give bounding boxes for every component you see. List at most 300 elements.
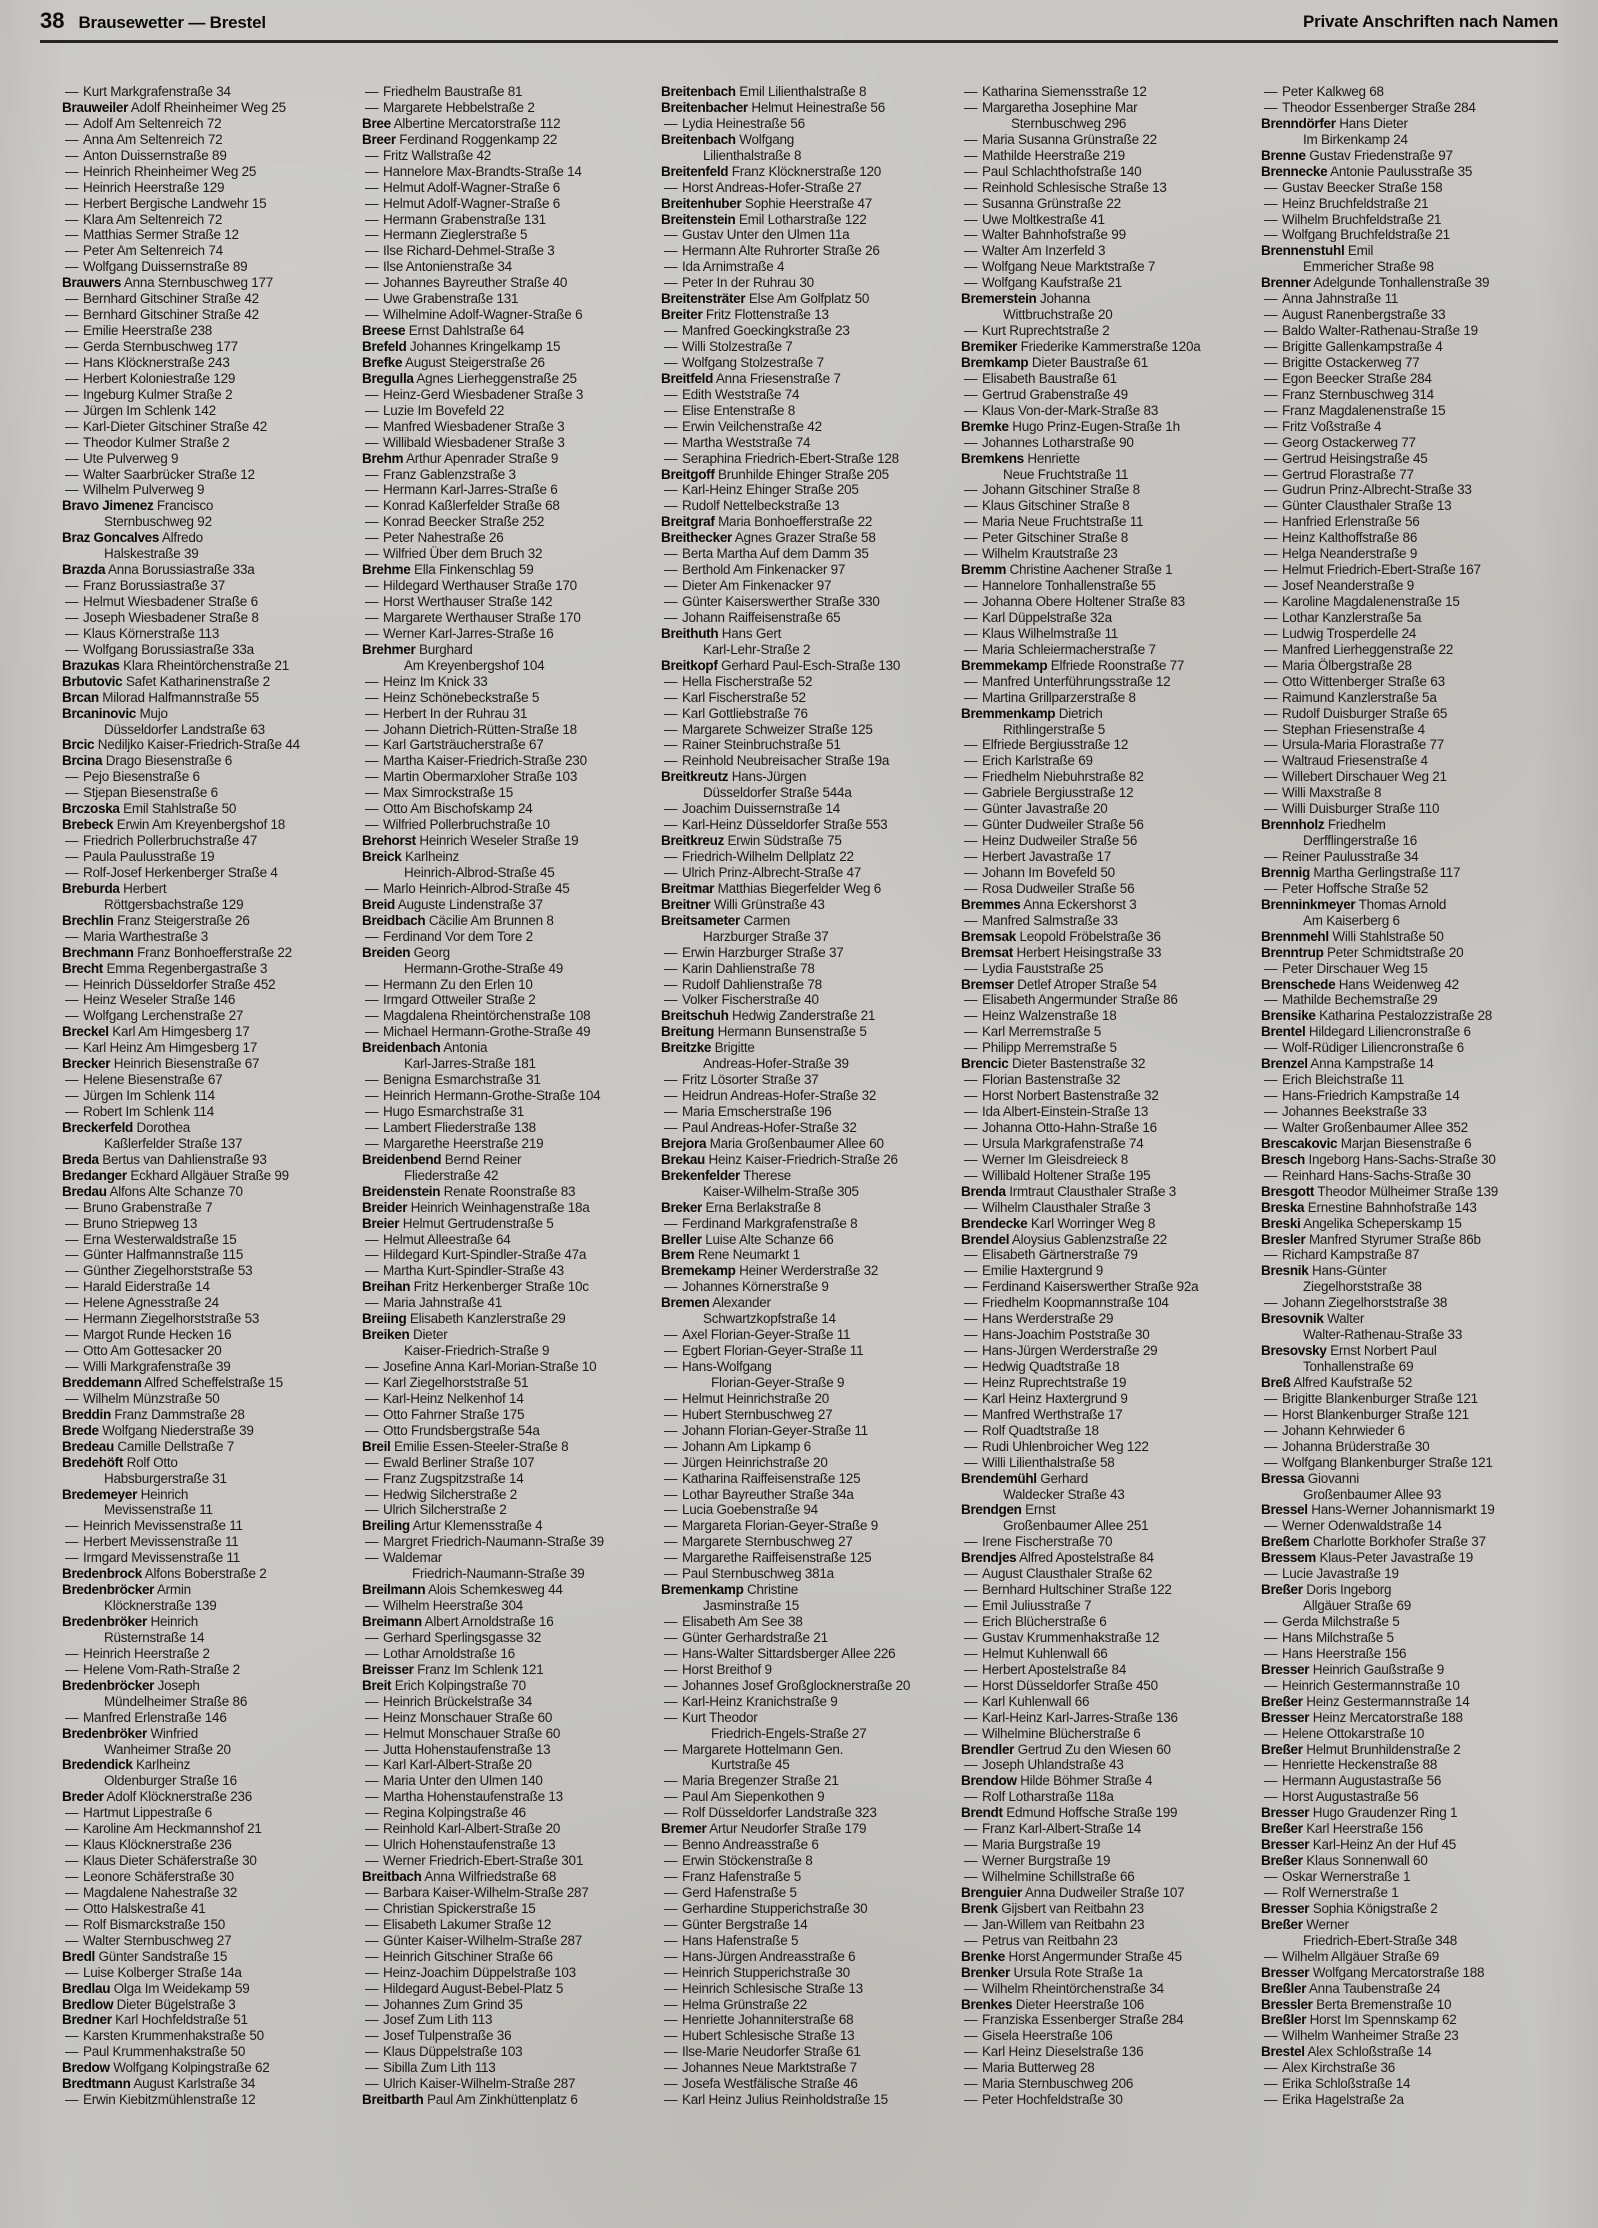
directory-continuation-entry: — Heinrich Brückelstraße 34 <box>365 1693 533 1709</box>
ditto-dash: — <box>664 864 678 880</box>
directory-entry: Brentel Hildegard Liliencronstraße 6 <box>1261 1024 1471 1040</box>
ditto-dash: — <box>365 578 379 594</box>
directory-entry: Brescakovic Marjan Biesenstraße 6 <box>1261 1135 1472 1151</box>
surname: Breimann <box>362 1614 422 1629</box>
directory-entry: Bresser Sophia Königstraße 2 <box>1261 1900 1438 1916</box>
page-number: 38 <box>40 8 65 33</box>
directory-entry: Breddemann Alfred Scheffelstraße 15 <box>62 1374 283 1390</box>
ditto-dash: — <box>1264 1614 1278 1629</box>
directory-continuation-entry: — Gertrud Heisingstraße 45 <box>1264 450 1428 466</box>
directory-continuation-entry: — Franz Karl-Albert-Straße 14 <box>964 1821 1142 1837</box>
surname: Breiling <box>362 1518 410 1534</box>
ditto-dash: — <box>964 1629 978 1645</box>
ditto-dash: — <box>1264 466 1278 482</box>
directory-entry: Breitenhuber Sophie Heerstraße 47 <box>661 195 872 211</box>
directory-continuation-entry: — Margareta Florian-Geyer-Straße 9 <box>664 1518 879 1534</box>
directory-continuation-entry: — Luise Kolberger Straße 14a <box>65 1964 242 1980</box>
directory-continuation-entry: — Wilhelmine Adolf-Wagner-Straße 6 <box>365 307 583 323</box>
directory-continuation-entry: — Peter In der Ruhrau 30 <box>664 275 814 291</box>
ditto-dash: — <box>964 753 978 769</box>
ditto-dash: — <box>664 339 678 354</box>
directory-wrap-line: Im Birkenkamp 24 <box>1303 131 1408 147</box>
directory-continuation-entry: — Manfred Salmstraße 33 <box>964 912 1118 928</box>
ditto-dash: — <box>65 1645 79 1661</box>
directory-entry: Breer Ferdinand Roggenkamp 22 <box>362 131 558 147</box>
ditto-dash: — <box>365 1502 379 1518</box>
surname: Breßer <box>1261 1821 1303 1837</box>
directory-continuation-entry: — Hildegard August-Bebel-Platz 5 <box>365 1980 564 1996</box>
surname: Brenke <box>961 1948 1005 1964</box>
ditto-dash: — <box>1264 1295 1278 1311</box>
ditto-dash: — <box>664 2012 678 2028</box>
directory-entry: Brechlin Franz Steigerstraße 26 <box>62 912 250 928</box>
directory-continuation-entry: — Karl Gottliebstraße 76 <box>664 705 808 721</box>
directory-continuation-entry: — Lydia Heinestraße 56 <box>664 115 805 131</box>
ditto-dash: — <box>65 578 79 594</box>
ditto-dash: — <box>65 1088 79 1104</box>
directory-entry: Brenntrup Peter Schmidtstraße 20 <box>1261 944 1464 960</box>
directory-wrap-line: Walter-Rathenau-Straße 33 <box>1303 1327 1463 1343</box>
ditto-dash: — <box>964 1295 978 1311</box>
ditto-dash: — <box>964 1821 978 1837</box>
directory-entry: Breidbach Cäcilie Am Brunnen 8 <box>362 912 554 928</box>
ditto-dash: — <box>365 1773 379 1789</box>
directory-continuation-entry: — Dieter Am Finkenacker 97 <box>664 578 832 594</box>
ditto-dash: — <box>964 370 978 386</box>
directory-continuation-entry: — Wilhelm Clausthaler Straße 3 <box>964 1199 1151 1215</box>
directory-continuation-entry: — Peter Nahestraße 26 <box>365 530 504 546</box>
directory-continuation-entry: — Hermann Augustastraße 56 <box>1264 1773 1442 1789</box>
directory-continuation-entry: — Elisabeth Lakumer Straße 12 <box>365 1916 552 1932</box>
directory-continuation-entry: — Susanna Grünstraße 22 <box>964 195 1121 211</box>
ditto-dash: — <box>65 1821 79 1837</box>
directory-continuation-entry: — Karl Merremstraße 5 <box>964 1024 1102 1040</box>
directory-continuation-entry: — Karl Heinz Julius Reinholdstraße 15 <box>664 2092 888 2108</box>
directory-continuation-entry: — Ingeburg Kulmer Straße 2 <box>65 386 233 402</box>
surname: Bredenbröcker <box>62 1582 155 1598</box>
ditto-dash: — <box>1264 1104 1278 1119</box>
directory-continuation-entry: — Horst Norbert Bastenstraße 32 <box>964 1088 1159 1104</box>
directory-continuation-entry: — Elisabeth Gärtnerstraße 79 <box>964 1247 1138 1263</box>
ditto-dash: — <box>664 578 678 594</box>
ditto-dash: — <box>664 1677 678 1693</box>
directory-continuation-entry: — Herbert Mevissenstraße 11 <box>65 1534 239 1550</box>
surname: Breitenfeld <box>661 163 729 179</box>
directory-continuation-entry: — Bernhard Gitschiner Straße 42 <box>65 307 259 323</box>
directory-continuation-entry: — Johann Gitschiner Straße 8 <box>964 482 1140 498</box>
ditto-dash: — <box>664 1884 678 1900</box>
ditto-dash: — <box>664 1215 678 1231</box>
ditto-dash: — <box>664 1422 678 1438</box>
surname: Bremmekamp <box>961 657 1048 673</box>
directory-continuation-entry: — Heinz Schönebeckstraße 5 <box>365 689 540 705</box>
directory-continuation-entry: — Hans Klöcknerstraße 243 <box>65 354 230 370</box>
ditto-dash: — <box>1264 2028 1278 2044</box>
directory-continuation-entry: — Maria Burgstraße 19 <box>964 1837 1101 1853</box>
directory-continuation-entry: — Rosa Dudweiler Straße 56 <box>964 880 1135 896</box>
surname: Brescakovic <box>1261 1135 1338 1151</box>
surname: Breiter <box>661 307 703 323</box>
surname: Breder <box>62 1789 104 1805</box>
directory-continuation-entry: — Jutta Hohenstaufenstraße 13 <box>365 1741 551 1757</box>
directory-continuation-entry: — Johannes Zum Grind 35 <box>365 1996 523 2012</box>
directory-continuation-entry: — Helmut Adolf-Wagner-Straße 6 <box>365 179 561 195</box>
ditto-dash: — <box>964 769 978 785</box>
ditto-dash: — <box>65 1661 79 1677</box>
directory-continuation-entry: — Johannes Bayreuther Straße 40 <box>365 275 568 291</box>
ditto-dash: — <box>1264 530 1278 546</box>
directory-entry: Bredanger Eckhard Allgäuer Straße 99 <box>62 1167 289 1183</box>
ditto-dash: — <box>664 1343 678 1359</box>
ditto-dash: — <box>65 1215 79 1231</box>
page-header <box>40 8 1558 38</box>
ditto-dash: — <box>1264 1677 1278 1693</box>
directory-wrap-line: Halskestraße 39 <box>104 546 199 562</box>
ditto-dash: — <box>365 1645 379 1661</box>
ditto-dash: — <box>664 1900 678 1916</box>
directory-continuation-entry: — Karl Heinz Dieselstraße 136 <box>964 2044 1144 2060</box>
directory-continuation-entry: — Klaus Gitschiner Straße 8 <box>964 498 1130 514</box>
ditto-dash: — <box>664 609 678 625</box>
ditto-dash: — <box>365 785 379 801</box>
directory-continuation-entry: — Elisabeth Am See 38 <box>664 1614 803 1629</box>
surname: Breider <box>362 1199 408 1215</box>
directory-continuation-entry: — Stephan Friesenstraße 4 <box>1264 721 1425 737</box>
ditto-dash: — <box>964 1343 978 1359</box>
surname: Brendjes <box>961 1550 1017 1566</box>
ditto-dash: — <box>1264 1167 1278 1183</box>
directory-continuation-entry: — Waldemar <box>365 1550 443 1566</box>
directory-entry: Bressem Klaus-Peter Javastraße 19 <box>1261 1550 1474 1566</box>
ditto-dash: — <box>65 769 79 785</box>
ditto-dash: — <box>65 1279 79 1295</box>
directory-continuation-entry: — Hans-Joachim Poststraße 30 <box>964 1327 1150 1343</box>
directory-entry: Brennenstuhl Emil <box>1261 243 1374 259</box>
ditto-dash: — <box>365 689 379 705</box>
surname: Breckerfeld <box>62 1119 133 1135</box>
ditto-dash: — <box>664 1566 678 1582</box>
surname: Brendler <box>961 1741 1015 1757</box>
ditto-dash: — <box>1264 673 1278 689</box>
surname: Brenguier <box>961 1884 1023 1900</box>
directory-continuation-entry: — Karl Fischerstraße 52 <box>664 689 806 705</box>
ditto-dash: — <box>365 386 379 402</box>
directory-entry: Breßem Charlotte Borkhofer Straße 37 <box>1261 1534 1486 1550</box>
surname: Brehm <box>362 450 404 466</box>
directory-entry: Bremkens Henriette <box>961 450 1080 466</box>
ditto-dash: — <box>664 1614 678 1629</box>
directory-continuation-entry: — Reinhold Karl-Albert-Straße 20 <box>365 1821 561 1837</box>
directory-continuation-entry: — Otto Halskestraße 41 <box>65 1900 206 1916</box>
directory-continuation-entry: — Wilfried Über dem Bruch 32 <box>365 546 543 562</box>
ditto-dash: — <box>365 291 379 307</box>
ditto-dash: — <box>664 737 678 753</box>
directory-entry: Bresser Heinz Mercatorstraße 188 <box>1261 1709 1463 1725</box>
directory-continuation-entry: — Regina Kolpingstraße 46 <box>365 1805 526 1821</box>
ditto-dash: — <box>664 418 678 434</box>
ditto-dash: — <box>664 1359 678 1374</box>
ditto-dash: — <box>65 227 79 243</box>
directory-continuation-entry: — Helmut Adolf-Wagner-Straße 6 <box>365 195 561 211</box>
ditto-dash: — <box>664 944 678 960</box>
directory-wrap-line: Heinrich-Albrod-Straße 45 <box>404 864 555 880</box>
ditto-dash: — <box>365 817 379 833</box>
directory-continuation-entry: — Herbert In der Ruhrau 31 <box>365 705 528 721</box>
surname: Brekau <box>661 1151 705 1167</box>
directory-wrap-line: Schwartzkopfstraße 14 <box>703 1311 836 1327</box>
ditto-dash: — <box>964 689 978 705</box>
ditto-dash: — <box>964 1916 978 1932</box>
surname: Bremiker <box>961 339 1018 354</box>
directory-entry: Bresnik Hans-Günter <box>1261 1263 1387 1279</box>
surname: Bresch <box>1261 1151 1305 1167</box>
directory-continuation-entry: — Manfred Wiesbadener Straße 3 <box>365 418 565 434</box>
directory-continuation-entry: — Axel Florian-Geyer-Straße 11 <box>664 1327 851 1343</box>
surname: Brenninkmeyer <box>1261 896 1356 912</box>
directory-continuation-entry: — Jürgen Im Schlenk 142 <box>65 402 216 418</box>
surname: Breßler <box>1261 1980 1307 1996</box>
surname: Bressa <box>1261 1470 1305 1486</box>
directory-continuation-entry: — Klaus Von-der-Mark-Straße 83 <box>964 402 1159 418</box>
directory-entry: Bremerstein Johanna <box>961 291 1091 307</box>
directory-continuation-entry: — Johann Im Bovefeld 50 <box>964 864 1115 880</box>
ditto-dash: — <box>1264 1247 1278 1263</box>
surname: Bressel <box>1261 1502 1308 1518</box>
ditto-dash: — <box>65 1263 79 1279</box>
surname: Brennenstuhl <box>1261 243 1345 259</box>
directory-continuation-entry: — Hildegard Werthauser Straße 170 <box>365 578 577 594</box>
directory-continuation-entry: — Ute Pulverweg 9 <box>65 450 179 466</box>
directory-continuation-entry: — Gisela Heerstraße 106 <box>964 2028 1113 2044</box>
page-title: Private Anschriften nach Namen <box>1302 12 1558 31</box>
directory-continuation-entry: — Karl Heinz Am Himgesberg 17 <box>65 1040 258 1056</box>
directory-continuation-entry: — Egon Beecker Straße 284 <box>1264 370 1432 386</box>
ditto-dash: — <box>65 386 79 402</box>
directory-entry: Brenker Ursula Rote Straße 1a <box>961 1964 1143 1980</box>
ditto-dash: — <box>964 514 978 530</box>
surname: Bresnik <box>1261 1263 1309 1279</box>
ditto-dash: — <box>664 1486 678 1502</box>
directory-continuation-entry: — Reinhard Hans-Sachs-Straße 30 <box>1264 1167 1471 1183</box>
directory-entry: Breiing Elisabeth Kanzlerstraße 29 <box>362 1311 566 1327</box>
directory-continuation-entry: — Wolfgang Kaufstraße 21 <box>964 275 1122 291</box>
ditto-dash: — <box>365 1104 379 1119</box>
directory-continuation-entry: — Hermann Alte Ruhrorter Straße 26 <box>664 243 880 259</box>
directory-continuation-entry: — Johannes Beekstraße 33 <box>1264 1104 1427 1119</box>
ditto-dash: — <box>365 1821 379 1837</box>
directory-entry: Brennecke Antonie Paulusstraße 35 <box>1261 163 1473 179</box>
directory-continuation-entry: — Margarete Hottelmann Gen. <box>664 1741 844 1757</box>
directory-continuation-entry: — Kurt Markgrafenstraße 34 <box>65 84 231 99</box>
ditto-dash: — <box>365 880 379 896</box>
ditto-dash: — <box>964 2044 978 2060</box>
directory-continuation-entry: — Helmut Friedrich-Ebert-Straße 167 <box>1264 562 1481 578</box>
ditto-dash: — <box>964 1327 978 1343</box>
surname: Breska <box>1261 1199 1305 1215</box>
directory-continuation-entry: — Helga Neanderstraße 9 <box>1264 546 1418 562</box>
directory-entry: Bredenbrock Alfons Boberstraße 2 <box>62 1566 267 1582</box>
directory-continuation-entry: — Hermann Karl-Jarres-Straße 6 <box>365 482 558 498</box>
directory-continuation-entry: — Gudrun Prinz-Albrecht-Straße 33 <box>1264 482 1472 498</box>
ditto-dash: — <box>964 1757 978 1773</box>
ditto-dash: — <box>65 131 79 147</box>
directory-entry: Bressler Berta Bremenstraße 10 <box>1261 1996 1452 2012</box>
ditto-dash: — <box>964 673 978 689</box>
directory-continuation-entry: — Karl Karl-Albert-Straße 20 <box>365 1757 532 1773</box>
directory-column-2 <box>362 84 662 2108</box>
directory-continuation-entry: — Erika Schloßstraße 14 <box>1264 2076 1411 2092</box>
directory-continuation-entry: — Marlo Heinrich-Albrod-Straße 45 <box>365 880 570 896</box>
ditto-dash: — <box>365 1247 379 1263</box>
directory-wrap-line: Klöcknerstraße 139 <box>104 1598 217 1614</box>
directory-entry: Breitkopf Gerhard Paul-Esch-Straße 130 <box>661 657 901 673</box>
directory-continuation-entry: — Rolf Düsseldorfer Landstraße 323 <box>664 1805 877 1821</box>
surname: Breckel <box>62 1024 109 1040</box>
ditto-dash: — <box>964 1661 978 1677</box>
directory-continuation-entry: — Heinrich Hermann-Grothe-Straße 104 <box>365 1088 601 1104</box>
directory-wrap-line: Andreas-Hofer-Straße 39 <box>703 1056 849 1072</box>
surname: Breithuth <box>661 625 719 641</box>
directory-continuation-entry: — Karoline Am Heckmannshof 21 <box>65 1821 262 1837</box>
ditto-dash: — <box>664 1406 678 1422</box>
directory-wrap-line: Neue Fruchtstraße 11 <box>1003 466 1129 482</box>
directory-continuation-entry: — Wilhelm Pulverweg 9 <box>65 482 205 498</box>
surname: Bremkens <box>961 450 1024 466</box>
ditto-dash: — <box>964 1311 978 1327</box>
ditto-dash: — <box>1264 753 1278 769</box>
directory-entry: Breßer Doris Ingeborg <box>1261 1582 1392 1598</box>
ditto-dash: — <box>365 1900 379 1916</box>
directory-continuation-entry: — Hannelore Max-Brandts-Straße 14 <box>365 163 582 179</box>
directory-entry: Breßer Werner <box>1261 1916 1349 1932</box>
directory-continuation-entry: — Karl-Dieter Gitschiner Straße 42 <box>65 418 268 434</box>
ditto-dash: — <box>664 2044 678 2060</box>
directory-continuation-entry: — Benno Andreasstraße 6 <box>664 1837 819 1853</box>
ditto-dash: — <box>664 243 678 259</box>
directory-continuation-entry: — Karoline Magdalenenstraße 15 <box>1264 594 1460 609</box>
directory-continuation-entry: — Horst Breithof 9 <box>664 1661 772 1677</box>
directory-entry: Breller Luise Alte Schanze 66 <box>661 1231 834 1247</box>
surname: Breitenbach <box>661 131 736 147</box>
ditto-dash: — <box>664 1773 678 1789</box>
surname: Brechmann <box>62 944 134 960</box>
directory-entry: Bresovnik Walter <box>1261 1311 1365 1327</box>
ditto-dash: — <box>65 1518 79 1534</box>
directory-continuation-entry: — Katharina Raiffeisenstraße 125 <box>664 1470 861 1486</box>
directory-continuation-entry: — Ferdinand Vor dem Tore 2 <box>365 928 533 944</box>
ditto-dash: — <box>365 243 379 259</box>
directory-entry: Breiden Georg <box>362 944 450 960</box>
ditto-dash: — <box>1264 195 1278 211</box>
directory-continuation-entry: — Erika Hagelstraße 2a <box>1264 2092 1404 2108</box>
surname: Brenkes <box>961 1996 1013 2012</box>
directory-continuation-entry: — Maria Butterweg 28 <box>964 2060 1095 2076</box>
directory-continuation-entry: — Günter Bergstraße 14 <box>664 1916 808 1932</box>
directory-continuation-entry: — Kurt Theodor <box>664 1709 758 1725</box>
ditto-dash: — <box>664 1470 678 1486</box>
directory-continuation-entry: — Bruno Striepweg 13 <box>65 1215 198 1231</box>
directory-continuation-entry: — Ulrich Silcherstraße 2 <box>365 1502 507 1518</box>
ditto-dash: — <box>964 817 978 833</box>
ditto-dash: — <box>664 1996 678 2012</box>
directory-continuation-entry: — Karl-Heinz Ehinger Straße 205 <box>664 482 859 498</box>
surname: Brcaninovic <box>62 705 136 721</box>
directory-continuation-entry: — Ilse Antonienstraße 34 <box>365 259 512 275</box>
directory-continuation-entry: — Wilhelm Heerstraße 304 <box>365 1598 524 1614</box>
directory-continuation-entry: — Martha Hohenstaufenstraße 13 <box>365 1789 563 1805</box>
surname: Bremser <box>961 976 1014 992</box>
directory-wrap-line: Mündelheimer Straße 86 <box>104 1693 248 1709</box>
directory-continuation-entry: — Lambert Fliederstraße 138 <box>365 1119 536 1135</box>
directory-entry: Breitgoff Brunhilde Ehinger Straße 205 <box>661 466 889 482</box>
ditto-dash: — <box>664 498 678 514</box>
surname: Brenner <box>1261 275 1311 291</box>
directory-continuation-entry: — Lothar Arnoldstraße 16 <box>365 1645 515 1661</box>
ditto-dash: — <box>65 370 79 386</box>
ditto-dash: — <box>65 291 79 307</box>
surname: Brenntrup <box>1261 944 1324 960</box>
directory-continuation-entry: — Walter Am Inzerfeld 3 <box>964 243 1106 259</box>
directory-continuation-entry: — Peter Gitschiner Straße 8 <box>964 530 1129 546</box>
ditto-dash: — <box>65 1550 79 1566</box>
ditto-dash: — <box>964 163 978 179</box>
directory-continuation-entry: — Lydia Fauststraße 25 <box>964 960 1104 976</box>
ditto-dash: — <box>964 530 978 546</box>
surname: Bresser <box>1261 1837 1310 1853</box>
directory-continuation-entry: — Benigna Esmarchstraße 31 <box>365 1072 541 1088</box>
directory-continuation-entry: — Magdalena Rheintörchenstraße 108 <box>365 1008 591 1024</box>
ditto-dash: — <box>365 195 379 211</box>
directory-continuation-entry: — Elisabeth Angermunder Straße 86 <box>964 992 1178 1008</box>
ditto-dash: — <box>365 1980 379 1996</box>
directory-entry: Brauweiler Adolf Rheinheimer Weg 25 <box>62 99 286 115</box>
directory-entry: Brczoska Emil Stahlstraße 50 <box>62 801 237 817</box>
ditto-dash: — <box>65 1199 79 1215</box>
surname: Brecker <box>62 1056 111 1072</box>
directory-continuation-entry: — Johann Kehrwieder 6 <box>1264 1422 1405 1438</box>
directory-continuation-entry: — Ida Albert-Einstein-Straße 13 <box>964 1104 1149 1119</box>
ditto-dash: — <box>1264 1566 1278 1582</box>
directory-continuation-entry: — Wilhelmine Schillstraße 66 <box>964 1869 1135 1884</box>
directory-entry: Bredeau Camille Dellstraße 7 <box>62 1438 234 1454</box>
directory-continuation-entry: — Josefa Westfälische Straße 46 <box>664 2076 858 2092</box>
directory-entry: Bredlow Dieter Bügelstraße 3 <box>62 1996 236 2012</box>
ditto-dash: — <box>964 1980 978 1996</box>
ditto-dash: — <box>365 673 379 689</box>
ditto-dash: — <box>365 1534 379 1550</box>
directory-continuation-entry: — Paul Sternbuschweg 381a <box>664 1566 834 1582</box>
directory-continuation-entry: — Johann Raiffeisenstraße 65 <box>664 609 841 625</box>
surname: Breidenstein <box>362 1183 441 1199</box>
ditto-dash: — <box>664 673 678 689</box>
directory-entry: Brensike Katharina Pestalozzistraße 28 <box>1261 1008 1492 1024</box>
header-left <box>40 8 266 34</box>
ditto-dash: — <box>365 2012 379 2028</box>
ditto-dash: — <box>365 1996 379 2012</box>
ditto-dash: — <box>365 1135 379 1151</box>
surname: Brauwers <box>62 275 122 291</box>
directory-entry: Breiter Fritz Flottenstraße 13 <box>661 307 829 323</box>
ditto-dash: — <box>1264 801 1278 817</box>
ditto-dash: — <box>1264 1629 1278 1645</box>
ditto-dash: — <box>964 1167 978 1183</box>
ditto-dash: — <box>964 1390 978 1406</box>
directory-entry: Breick Karlheinz <box>362 849 460 864</box>
ditto-dash: — <box>365 1932 379 1948</box>
ditto-dash: — <box>1264 1119 1278 1135</box>
surname: Breitgoff <box>661 466 715 482</box>
ditto-dash: — <box>65 1343 79 1359</box>
